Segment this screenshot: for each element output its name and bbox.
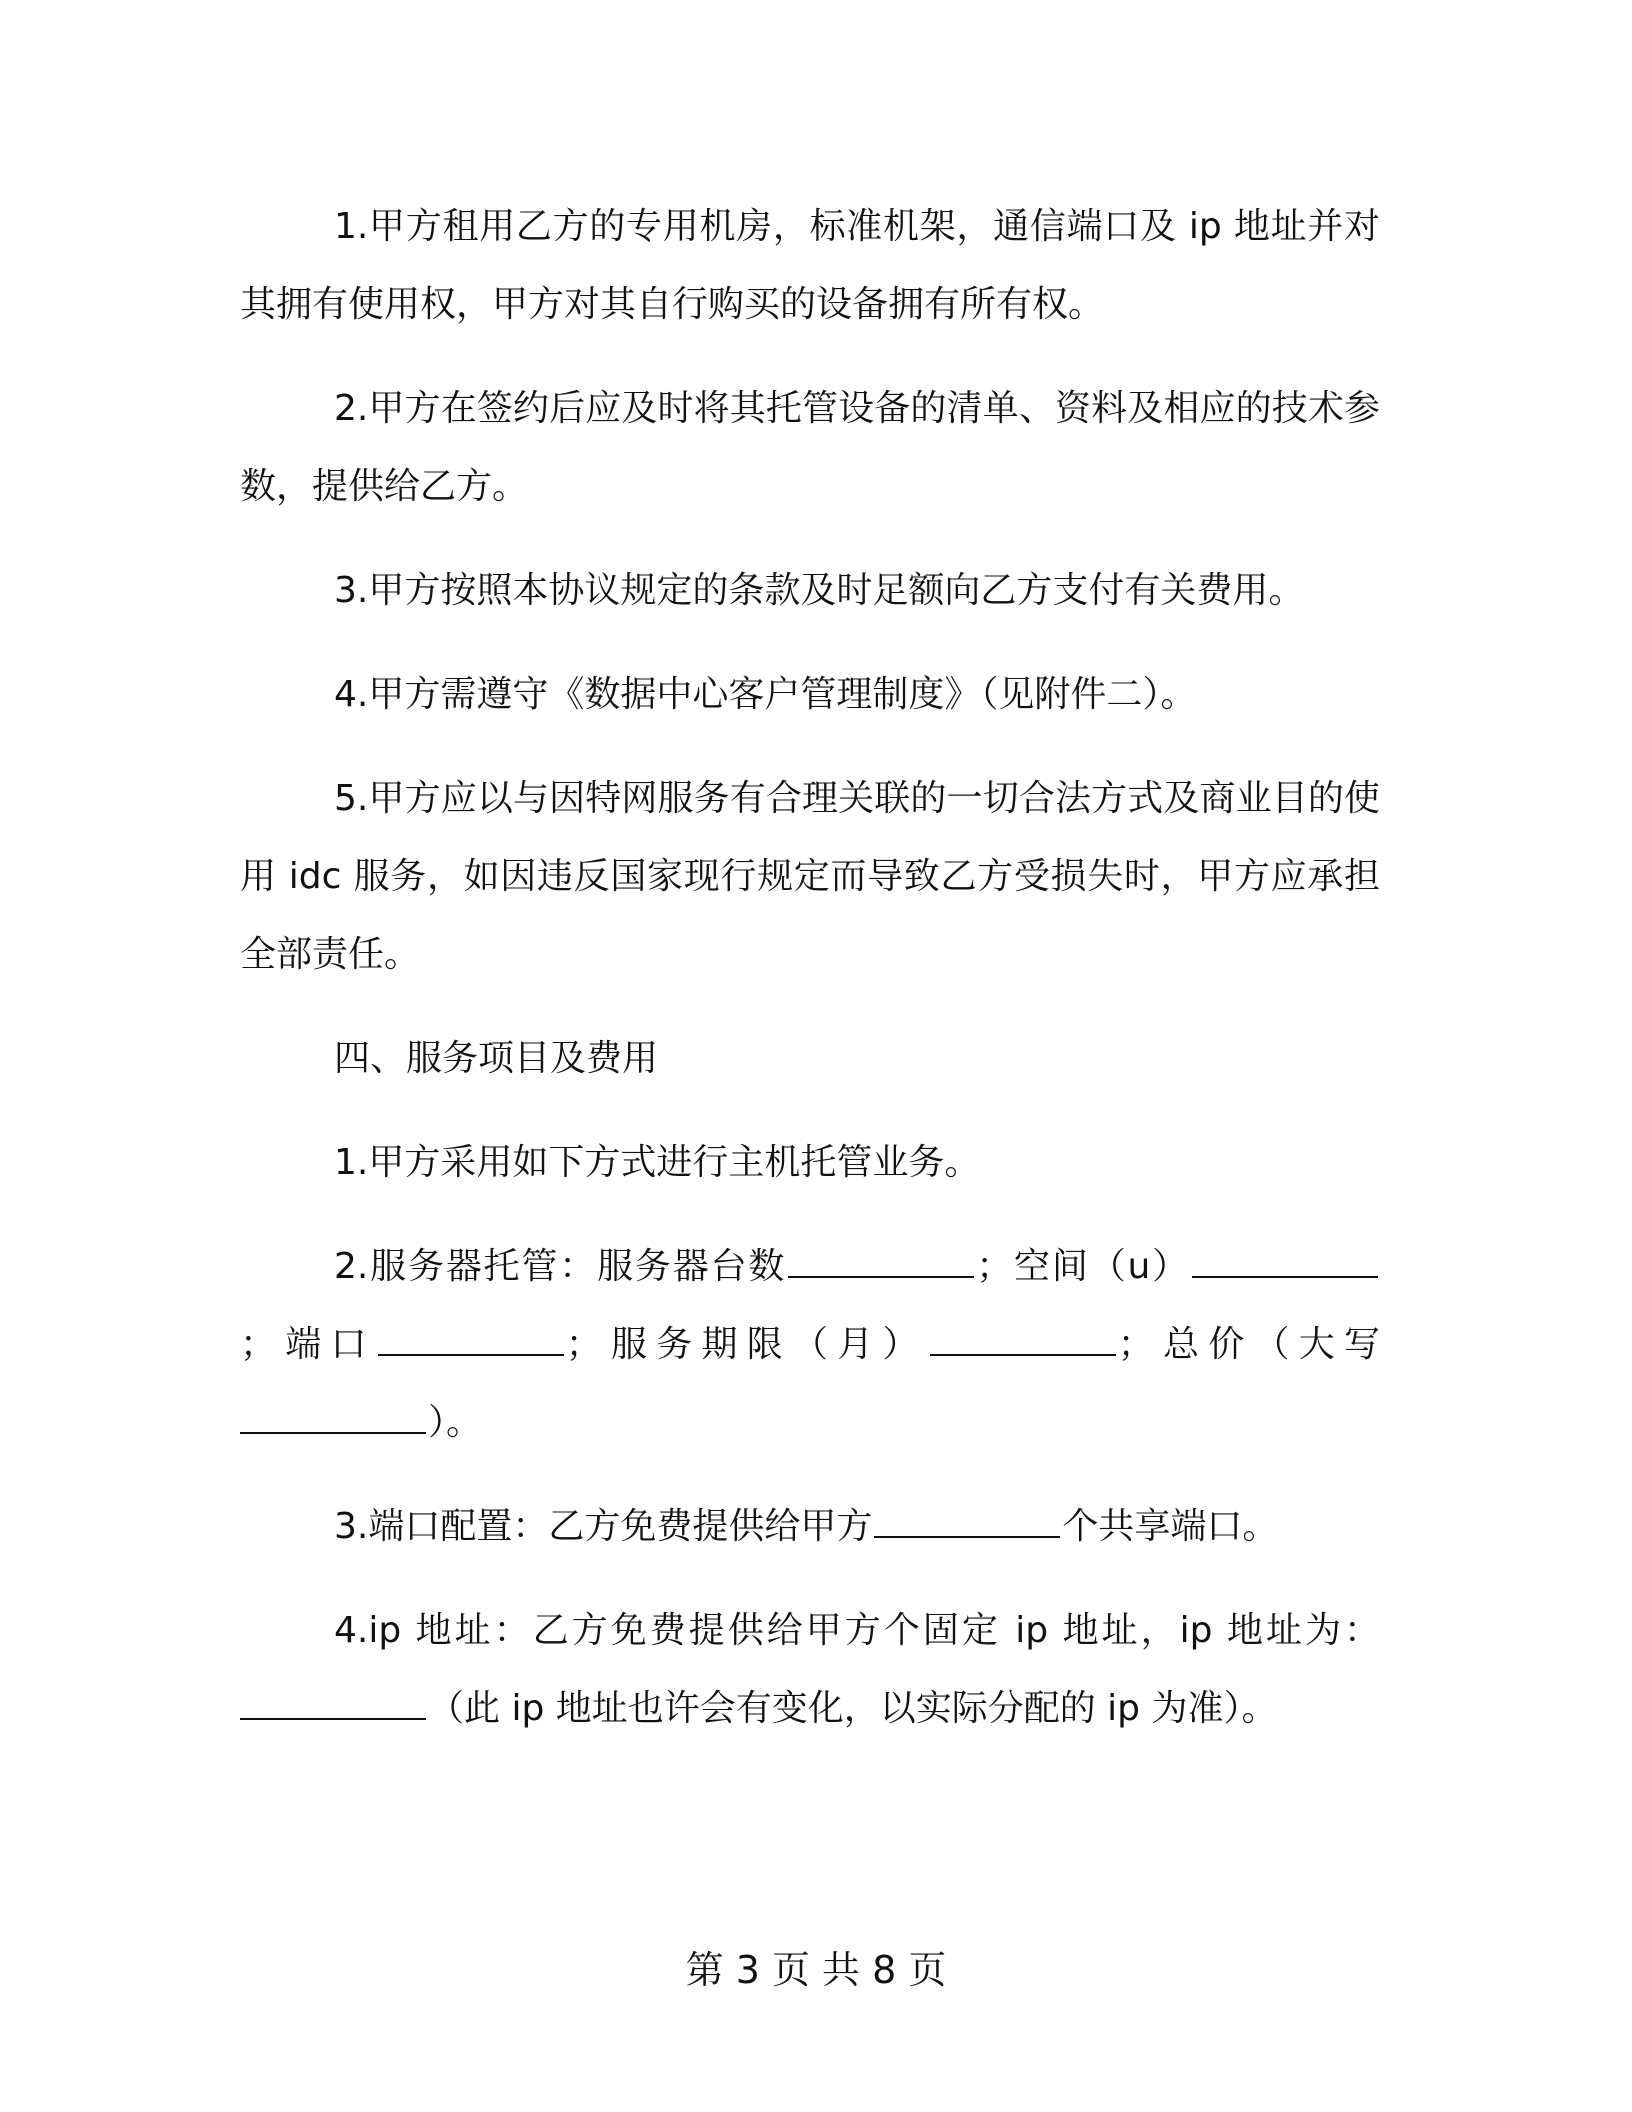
clause-4: 4.甲方需遵守《数据中心客户管理制度》（见附件二）。 <box>334 674 1197 715</box>
service-item-2-text-b: ；空间（u） <box>976 1246 1190 1287</box>
service-item-4-text-a: 4.ip 地址：乙方免费提供给甲方个固定 ip 地址，ip 地址为： <box>334 1610 1380 1651</box>
clause-3: 3.甲方按照本协议规定的条款及时足额向乙方支付有关费用。 <box>334 570 1305 611</box>
service-item-3-text-b: 个共享端口。 <box>1062 1506 1279 1547</box>
service-item-4 <box>240 1592 1380 1748</box>
clause-5: 5.甲方应以与因特网服务有合理关联的一切合法方式及商业目的使用 idc 服务，如因违反国家现行规定而导致乙方受损失时，甲方应承担全部责任。 <box>240 778 1380 975</box>
shared-port-count-blank[interactable] <box>874 1506 1060 1538</box>
port-blank[interactable] <box>378 1324 564 1356</box>
service-item-2-text-c: ；端口 <box>240 1324 376 1365</box>
server-count-blank[interactable] <box>788 1246 974 1278</box>
space-u-blank[interactable] <box>1192 1246 1378 1278</box>
service-item-2-text-a: 2.服务器托管：服务器台数 <box>334 1246 787 1287</box>
clause-1: 1.甲方租用乙方的专用机房，标准机架，通信端口及 ip 地址并对其拥有使用权，甲方对其自行购买的设备拥有所有权。 <box>240 206 1380 325</box>
service-item-2 <box>240 1228 1380 1462</box>
page-footer: 第 3 页 共 8 页 <box>685 1948 947 1992</box>
total-price-blank[interactable] <box>240 1402 426 1434</box>
clause-2: 2.甲方在签约后应及时将其托管设备的清单、资料及相应的技术参数，提供给乙方。 <box>240 388 1380 507</box>
ip-address-blank[interactable] <box>240 1688 426 1720</box>
service-item-2-text-d: ；服务期限（月） <box>565 1324 928 1365</box>
section-heading: 四、服务项目及费用 <box>334 1038 659 1079</box>
service-item-2-text-f: ）。 <box>428 1402 483 1443</box>
service-item-3 <box>240 1488 1380 1566</box>
service-item-1: 1.甲方采用如下方式进行主机托管业务。 <box>334 1142 981 1183</box>
service-item-2-text-e: ；总价（大写 <box>1117 1324 1380 1365</box>
service-item-4-text-b: （此 ip 地址也许会有变化，以实际分配的 ip 为准）。 <box>428 1688 1278 1729</box>
service-term-blank[interactable] <box>930 1324 1116 1356</box>
document-body <box>240 188 1380 1774</box>
service-item-3-text-a: 3.端口配置：乙方免费提供给甲方 <box>334 1506 873 1547</box>
